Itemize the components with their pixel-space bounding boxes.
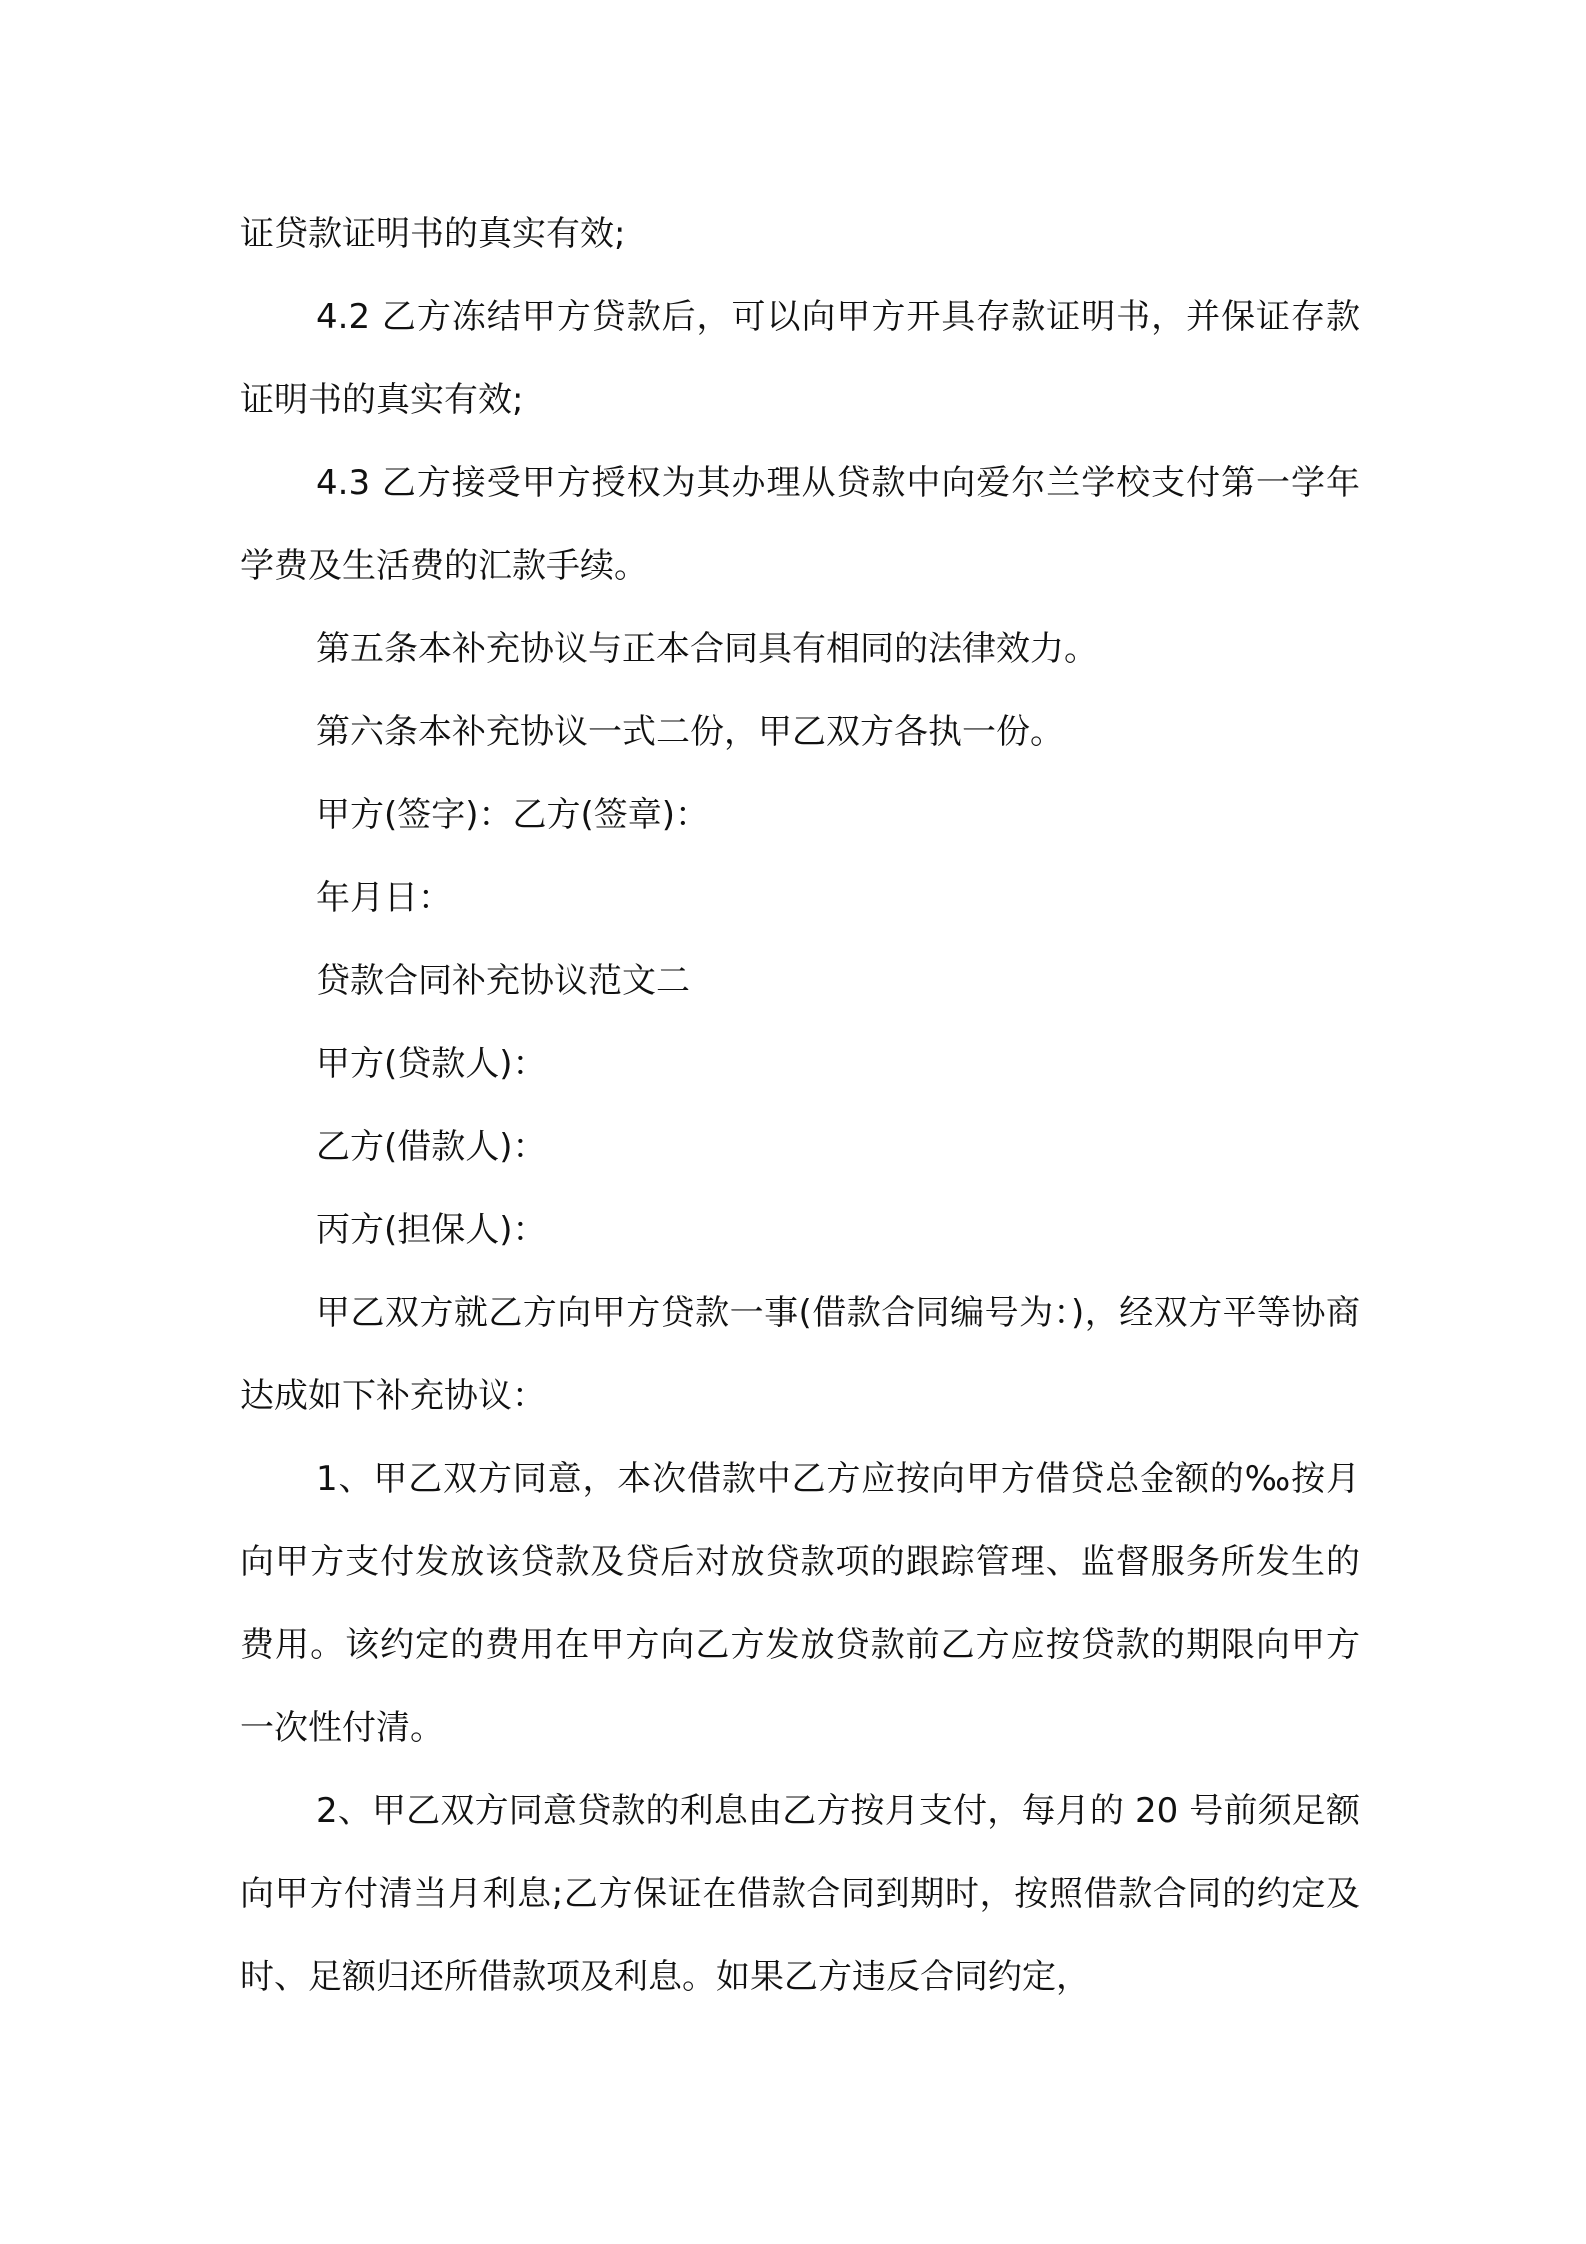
paragraph-12: 甲乙双方就乙方向甲方贷款一事(借款合同编号为：)，经双方平等协商达成如下补充协议： — [240, 1293, 1360, 1416]
party-a-line: 甲方(贷款人)： — [316, 1044, 547, 1084]
party-b-line: 乙方(借款人)： — [316, 1127, 547, 1167]
paragraph-4: 第五条本补充协议与正本合同具有相同的法律效力。 — [316, 629, 1098, 669]
clause-1: 1、甲乙双方同意，本次借款中乙方应按向甲方借贷总金额的‰按月向甲方支付发放该贷款及贷后对放贷款项的跟踪管理、监督服务所发生的费用。该约定的费用在甲方向乙方发放贷款前乙方应按贷款的期限向甲方一次性付清。 — [240, 1459, 1360, 1748]
clause-2: 2、甲乙双方同意贷款的利息由乙方按月支付，每月的 20 号前须足额向甲方付清当月利息;乙方保证在借款合同到期时，按照借款合同的约定及时、足额归还所借款项及利息。如果乙方违反合同约定， — [240, 1791, 1360, 1997]
party-c-line: 丙方(担保人)： — [316, 1210, 547, 1250]
date-line: 年月日： — [316, 878, 452, 918]
signature-line: 甲方(签字)：乙方(签章)： — [316, 795, 710, 835]
paragraph-3: 4.3 乙方接受甲方授权为其办理从贷款中向爱尔兰学校支付第一学年学费及生活费的汇款手续。 — [240, 463, 1360, 586]
document-body — [240, 193, 1360, 2019]
paragraph-2: 4.2 乙方冻结甲方贷款后，可以向甲方开具存款证明书，并保证存款证明书的真实有效; — [240, 297, 1360, 420]
paragraph-5: 第六条本补充协议一式二份，甲乙双方各执一份。 — [316, 712, 1064, 752]
paragraph-1: 证贷款证明书的真实有效; — [240, 214, 626, 254]
section-title: 贷款合同补充协议范文二 — [316, 961, 690, 1001]
